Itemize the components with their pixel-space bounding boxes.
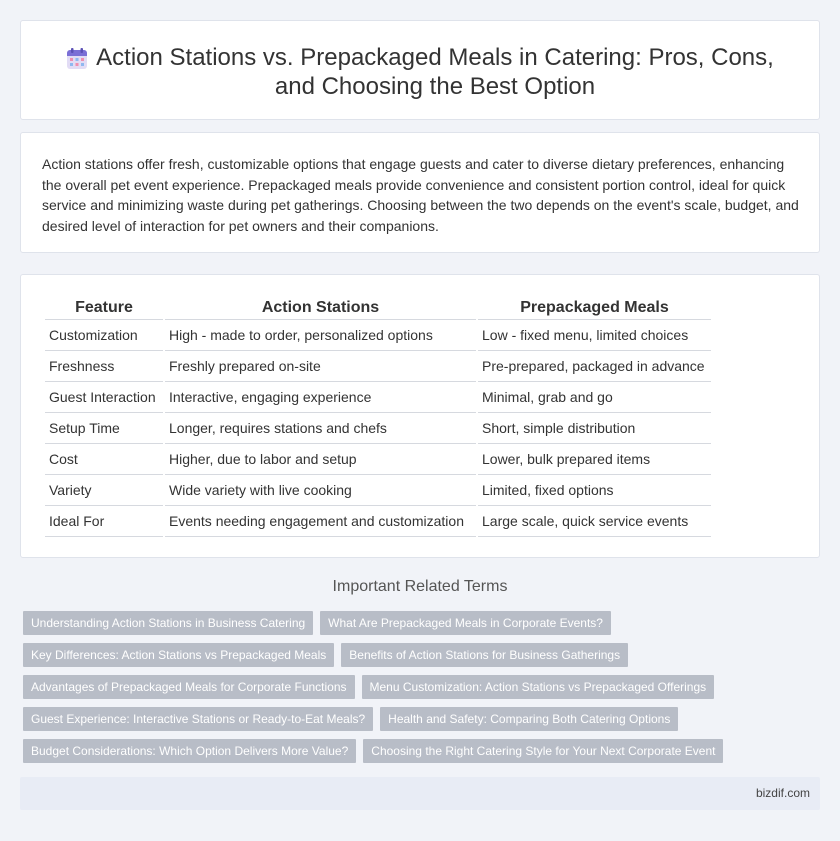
table-row bbox=[45, 413, 711, 444]
table-cell: Freshly prepared on-site bbox=[165, 351, 476, 382]
table-row bbox=[45, 382, 711, 413]
table-cell: Lower, bulk prepared items bbox=[478, 444, 711, 475]
table-cell: Cost bbox=[45, 444, 163, 475]
table-row bbox=[45, 506, 711, 537]
related-term-link[interactable]: Benefits of Action Stations for Business Gatherings bbox=[341, 643, 628, 667]
tag-row bbox=[23, 707, 823, 731]
related-term-link[interactable]: Budget Considerations: Which Option Delivers More Value? bbox=[23, 739, 356, 763]
table-cell: Pre-prepared, packaged in advance bbox=[478, 351, 711, 382]
table-cell: Minimal, grab and go bbox=[478, 382, 711, 413]
table-row bbox=[45, 351, 711, 382]
table-cell: Variety bbox=[45, 475, 163, 506]
table-header-row bbox=[45, 297, 711, 320]
column-header: Prepackaged Meals bbox=[478, 297, 711, 320]
related-term-link[interactable]: Menu Customization: Action Stations vs Prepackaged Offerings bbox=[362, 675, 715, 699]
column-header: Feature bbox=[45, 297, 163, 320]
related-term-link[interactable]: Key Differences: Action Stations vs Prepackaged Meals bbox=[23, 643, 334, 667]
tag-row bbox=[23, 675, 823, 699]
footer-bar bbox=[20, 777, 820, 810]
related-terms-list bbox=[23, 611, 823, 771]
related-term-link[interactable]: Health and Safety: Comparing Both Catering Options bbox=[380, 707, 678, 731]
related-term-link[interactable]: Choosing the Right Catering Style for Your Next Corporate Event bbox=[363, 739, 723, 763]
related-term-link[interactable]: Guest Experience: Interactive Stations or Ready-to-Eat Meals? bbox=[23, 707, 373, 731]
related-terms-heading: Important Related Terms bbox=[332, 578, 508, 595]
table-cell: Freshness bbox=[45, 351, 163, 382]
header-card bbox=[20, 20, 820, 120]
table-cell: Interactive, engaging experience bbox=[165, 382, 476, 413]
column-header: Action Stations bbox=[165, 297, 476, 320]
comparison-card bbox=[20, 274, 820, 558]
table-cell: Wide variety with live cooking bbox=[165, 475, 476, 506]
tag-row bbox=[23, 739, 823, 763]
table-cell: Longer, requires stations and chefs bbox=[165, 413, 476, 444]
table-row bbox=[45, 320, 711, 351]
table-cell: Guest Interaction bbox=[45, 382, 163, 413]
table-cell: Limited, fixed options bbox=[478, 475, 711, 506]
related-term-link[interactable]: What Are Prepackaged Meals in Corporate Events? bbox=[320, 611, 611, 635]
intro-paragraph: Action stations offer fresh, customizable options that engage guests and cater to diverse dietary preferences, enhancing the overall pet event experience. Prepackaged meals provide convenience and consistent portion control, ideal for quick service and minimizing waste during pet gatherings. Choosing between the two depends on the event's scale, budget, and desired level of interaction for pet owners and their companions. bbox=[42, 156, 799, 234]
table-cell: Large scale, quick service events bbox=[478, 506, 711, 537]
table-cell: Customization bbox=[45, 320, 163, 351]
page-title: Action Stations vs. Prepackaged Meals in Catering: Pros, Cons, and Choosing the Best Option bbox=[96, 44, 774, 100]
table-cell: Short, simple distribution bbox=[478, 413, 711, 444]
site-link[interactable]: bizdif.com bbox=[755, 786, 810, 800]
table-cell: Ideal For bbox=[45, 506, 163, 537]
table-cell: High - made to order, personalized options bbox=[165, 320, 476, 351]
table-row bbox=[45, 444, 711, 475]
tag-row bbox=[23, 643, 823, 667]
table-row bbox=[45, 475, 711, 506]
intro-card bbox=[20, 132, 820, 253]
tag-row bbox=[23, 611, 823, 635]
table-cell: Low - fixed menu, limited choices bbox=[478, 320, 711, 351]
related-term-link[interactable]: Understanding Action Stations in Business Catering bbox=[23, 611, 313, 635]
comparison-table bbox=[43, 297, 713, 537]
table-cell: Higher, due to labor and setup bbox=[165, 444, 476, 475]
table-cell: Setup Time bbox=[45, 413, 163, 444]
table-cell: Events needing engagement and customization bbox=[165, 506, 476, 537]
related-term-link[interactable]: Advantages of Prepackaged Meals for Corporate Functions bbox=[23, 675, 355, 699]
